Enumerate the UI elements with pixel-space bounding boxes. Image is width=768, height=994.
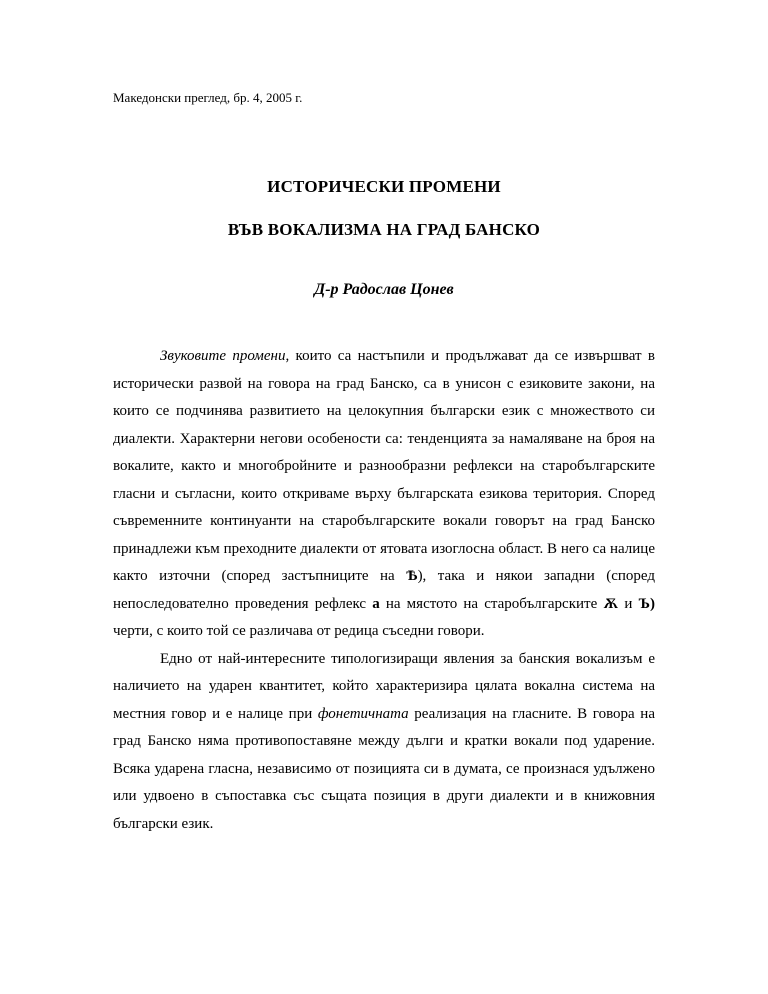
big-yus-letter: Ѫ	[603, 595, 619, 612]
paragraph-1-text-c: на мястото на старобългарските	[379, 595, 604, 612]
yat-letter: Ѣ	[406, 568, 418, 584]
paragraph-1-text-a: , които са настъпили и продължават да се извършват в исторически развой на говора на град Банско, са в унисон с езиковите закони, на които се подчинява развитието на целокупния български език с множеството си диалекти. Характерни негови особености са: тенденцията за намаляване на броя на вокалите, както и многобройните и разнообразни рефлекси на старобългарските гласни и съгласни, които откриваме върху българската езикова територия. Според съвременните континуанти на старобългарските вокали говорът на град Банско принадлежи към преходните диалекти от ятовата изоглосна област. В него са налице както източни (според застъпниците на	[113, 348, 655, 584]
paragraph-1-text-e: черти, с които той се различава от редица съседни говори.	[113, 623, 485, 639]
paragraph-2	[113, 646, 655, 839]
article-body	[113, 343, 655, 838]
article-title-line-2: ВЪВ ВОКАЛИЗМА НА ГРАД БАНСКО	[227, 220, 541, 239]
paragraph-2-text-a: Едно от най-интересните типологизиращи явления за банския вокализъм е наличието на ударен квантитет, който характеризира цялата вокална система на местния говор и е налице при	[113, 650, 655, 722]
paragraph-1-text-d: и	[618, 595, 639, 612]
paragraph-2-text-b: реализация на гласните. В говора на град Банско няма противопоставяне между дълги и кратки вокали под ударение. Всяка ударена гласна, независимо от позицията си в думата, се произнася удължено или удвоено в съпоставка със същата позиция в други диалекти и в книжовния български език.	[113, 705, 655, 832]
paragraph-1	[113, 343, 655, 646]
article-title-line-1: ИСТОРИЧЕСКИ ПРОМЕНИ	[267, 177, 501, 196]
running-head: Македонски преглед, бр. 4, 2005 г.	[113, 90, 303, 105]
author-name: Д-р Радослав Цонев	[314, 281, 454, 298]
term-sound-changes: Звуковите промени	[160, 348, 286, 364]
reflex-a: а	[372, 595, 380, 612]
term-phonetic: фонетичната	[317, 705, 409, 722]
paragraph-1-text-b: ), така и някои западни (според непоследователно проведения рефлекс	[113, 568, 655, 612]
er-letter: Ъ)	[638, 595, 656, 612]
